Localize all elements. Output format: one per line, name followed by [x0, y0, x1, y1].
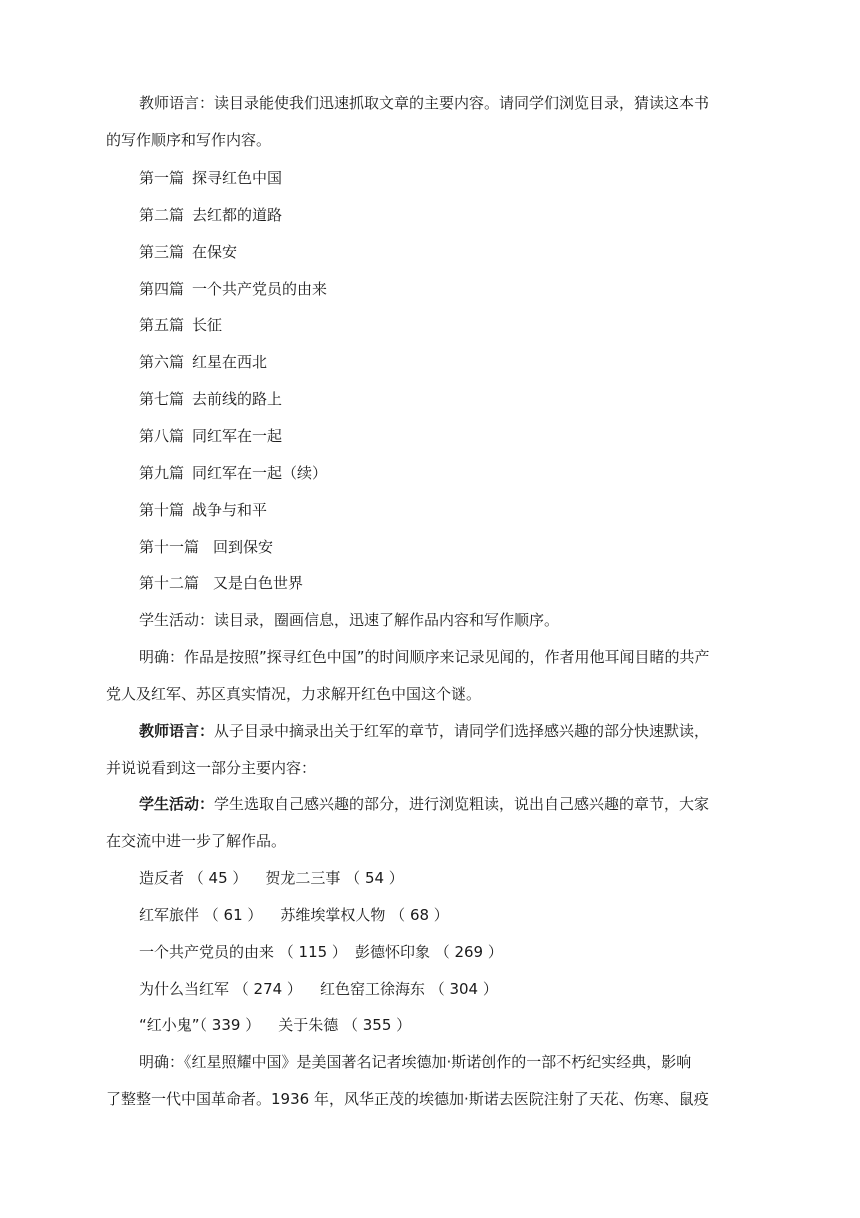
teacher-intro-line-1: 教师语言：读目录能使我们迅速抓取文章的主要内容。请同学们浏览目录，猜读这本书 [139, 94, 710, 112]
student-activity-1: 学生活动：读目录，圈画信息，迅速了解作品内容和写作顺序。 [139, 611, 560, 629]
chapter-row: 红军旅伴 （ 61 ） 苏维埃掌权人物 （ 68 ） [139, 906, 449, 924]
teacher-label: 教师语言： [139, 722, 215, 740]
toc-item: 第四篇 一个共产党员的由来 [139, 280, 328, 298]
student-activity-2-line-2: 在交流中进一步了解作品。 [106, 832, 287, 850]
toc-item: 第十一篇 回到保安 [139, 538, 274, 556]
toc-item: 第七篇 去前线的路上 [139, 390, 283, 408]
toc-item: 第九篇 同红军在一起（续） [139, 464, 328, 482]
teacher-2-line-1: 教师语言：从子目录中摘录出关于红军的章节，请同学们选择感兴趣的部分快速默读， [139, 722, 710, 740]
student-label: 学生活动： [139, 795, 215, 813]
toc-item: 第十篇 战争与和平 [139, 501, 268, 519]
chapter-row: 一个共产党员的由来 （ 115 ） 彭德怀印象 （ 269 ） [139, 943, 503, 961]
toc-item: 第一篇 探寻红色中国 [139, 169, 283, 187]
toc-item: 第六篇 红星在西北 [139, 353, 268, 371]
student-activity-2-line-1: 学生活动：学生选取自己感兴趣的部分，进行浏览粗读，说出自己感兴趣的章节，大家 [139, 795, 710, 813]
toc-item: 第二篇 去红都的道路 [139, 206, 283, 224]
teacher-intro-line-2: 的写作顺序和写作内容。 [106, 131, 272, 149]
clarify-1-line-1: 明确：作品是按照”探寻红色中国”的时间顺序来记录见闻的，作者用他耳闻目睹的共产 [139, 648, 710, 666]
chapter-row: “红小鬼”（ 339 ） 关于朱德 （ 355 ） [139, 1016, 412, 1034]
toc-item: 第五篇 长征 [139, 316, 223, 334]
chapter-row: 为什么当红军 （ 274 ） 红色窑工徐海东 （ 304 ） [139, 980, 498, 998]
toc-item: 第八篇 同红军在一起 [139, 427, 283, 445]
clarify-2-line-1: 明确：《红星照耀中国》是美国著名记者埃德加·斯诺创作的一部不朽纪实经典，影响 [139, 1053, 692, 1071]
toc-item: 第三篇 在保安 [139, 243, 238, 261]
clarify-2-line-2: 了整整一代中国革命者。1936 年，风华正茂的埃德加·斯诺去医院注射了天花、伤寒、鼠疫 [106, 1090, 709, 1108]
clarify-1-line-2: 党人及红军、苏区真实情况，力求解开红色中国这个谜。 [106, 685, 482, 703]
teacher-2-line-2: 并说说看到这一部分主要内容： [106, 759, 317, 777]
chapter-row: 造反者 （ 45 ） 贺龙二三事 （ 54 ） [139, 869, 404, 887]
toc-item: 第十二篇 又是白色世界 [139, 574, 304, 592]
